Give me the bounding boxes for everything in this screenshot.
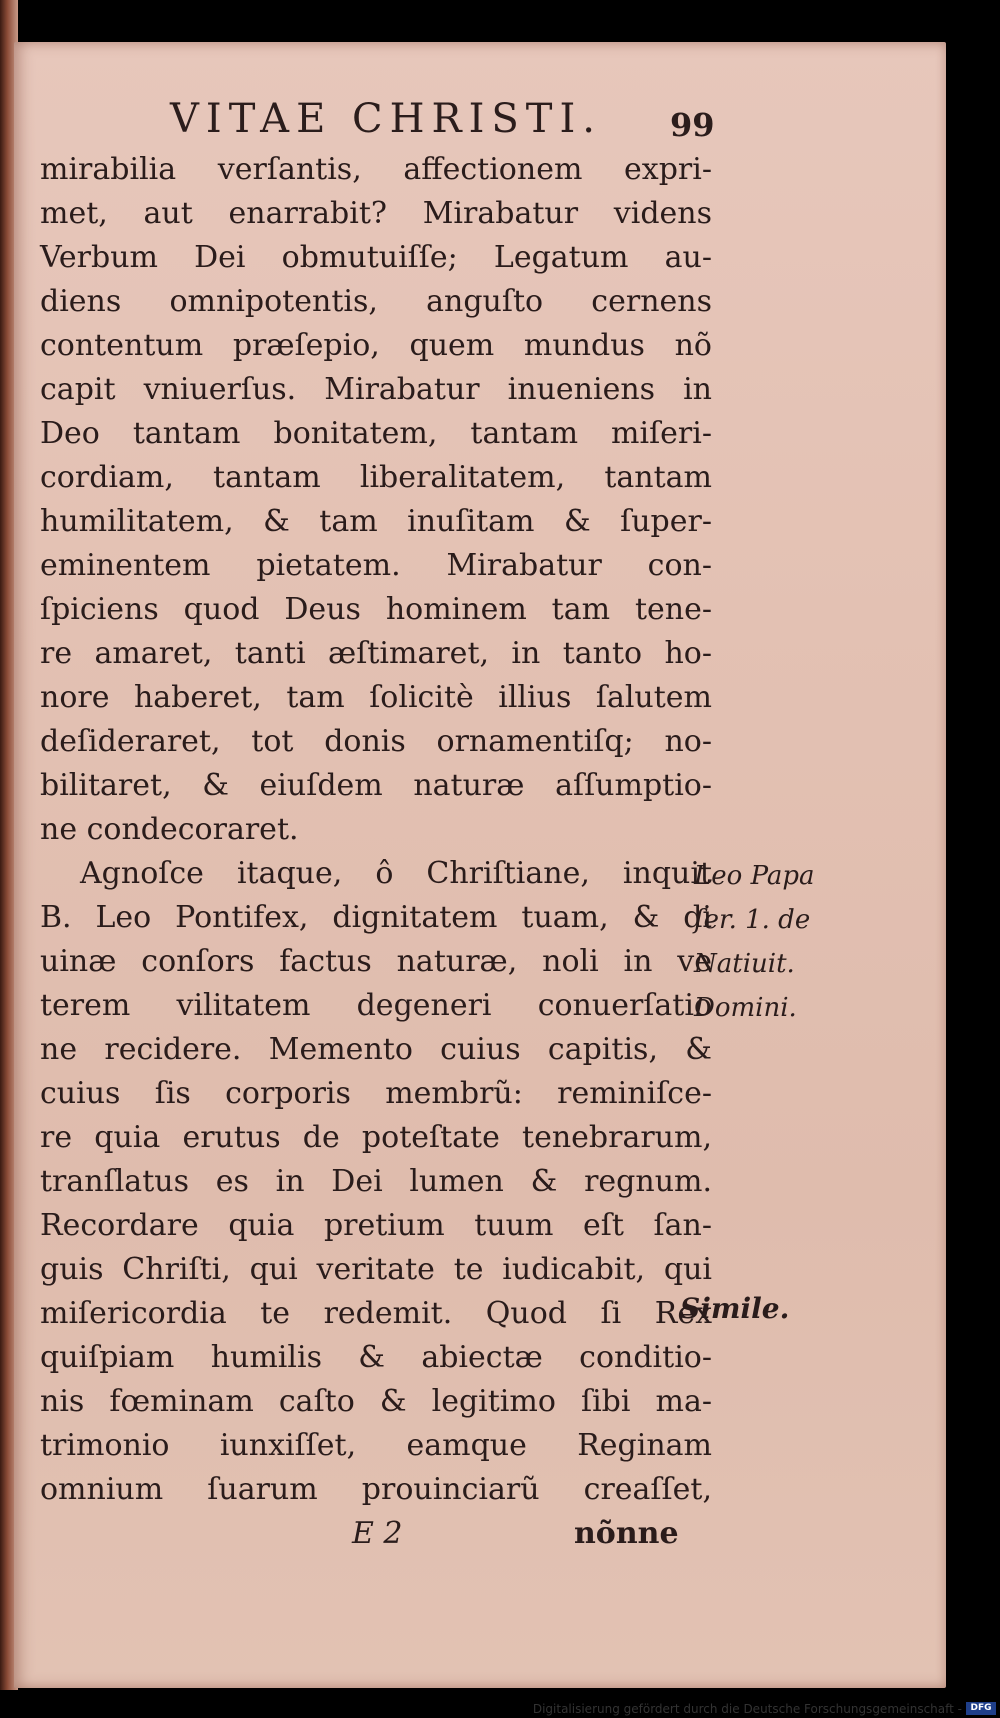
- text-line: mirabilia verſantis, affectionem expri-: [40, 152, 712, 187]
- text-line: quiſpiam humilis & abiectæ conditio-: [40, 1340, 712, 1375]
- margin-note-simile: Simile.: [680, 1292, 790, 1325]
- text-line: nore haberet, tam ſolicitè illius ſalutem: [40, 680, 712, 715]
- text-line: ne recidere. Memento cuius capitis, &: [40, 1032, 712, 1067]
- digitization-credit: Digitalisierung gefördert durch die Deutsche Forschungsgemeinschaft -: [532, 1702, 962, 1716]
- text-line: Deo tantam bonitatem, tantam miſeri-: [40, 416, 712, 451]
- margin-note: Natiuit.: [694, 949, 795, 979]
- text-line: humilitatem, & tam inuſitam & ſuper-: [40, 504, 712, 539]
- text-line: Agnoſce itaque, ô Chriſtiane, inquit: [80, 856, 712, 891]
- text-line: ſpiciens quod Deus hominem tam tene-: [40, 592, 712, 627]
- running-title: VITAE CHRISTI.: [170, 96, 602, 142]
- text-line: miſericordia te redemit. Quod ſi Rex: [40, 1296, 712, 1331]
- body-text: [40, 148, 712, 1512]
- dfg-logo: DFG: [966, 1702, 996, 1715]
- text-line: terem vilitatem degeneri conuerſatio: [40, 988, 712, 1023]
- text-line: eminentem pietatem. Mirabatur con-: [40, 548, 712, 583]
- catchword: nõnne: [574, 1516, 679, 1551]
- text-line: trimonio iunxiſſet, eamque Reginam: [40, 1428, 712, 1463]
- text-line: uinæ conſors factus naturæ, noli in ve: [40, 944, 712, 979]
- text-line: bilitaret, & eiuſdem naturæ aſſumptio-: [40, 768, 712, 803]
- text-line: cordiam, tantam liberalitatem, tantam: [40, 460, 712, 495]
- margin-note: Domini.: [694, 993, 797, 1023]
- text-line: Verbum Dei obmutuiſſe; Legatum au-: [40, 240, 712, 275]
- signature-mark: E 2: [352, 1516, 403, 1551]
- text-line: deſideraret, tot donis ornamentiſq; no-: [40, 724, 712, 759]
- text-line: met, aut enarrabit? Mirabatur videns: [40, 196, 712, 231]
- margin-note: ſer. 1. de: [694, 905, 811, 935]
- text-line: capit vniuerſus. Mirabatur inueniens in: [40, 372, 712, 407]
- text-line: omnium ſuarum prouinciarũ creaſſet,: [40, 1472, 712, 1507]
- text-line: B. Leo Pontifex, dignitatem tuam, & di: [40, 900, 712, 935]
- text-line: contentum præſepio, quem mundus nõ: [40, 328, 712, 363]
- text-line: nis fœminam caſto & legitimo ſibi ma-: [40, 1384, 712, 1419]
- text-line: diens omnipotentis, anguſto cernens: [40, 284, 712, 319]
- text-line: ne condecoraret.: [40, 812, 299, 847]
- page-number: 99: [670, 106, 715, 144]
- margin-note: Leo Papa: [694, 861, 815, 891]
- text-line: cuius ſis corporis membrũ: reminiſce-: [40, 1076, 712, 1111]
- text-line: re amaret, tanti æſtimaret, in tanto ho-: [40, 636, 712, 671]
- text-line: Recordare quia pretium tuum eſt ſan-: [40, 1208, 712, 1243]
- text-line: tranſlatus es in Dei lumen & regnum.: [40, 1164, 712, 1199]
- marginal-citation: [694, 854, 834, 1030]
- text-line: re quia erutus de poteſtate tenebrarum,: [40, 1120, 712, 1155]
- text-line: guis Chriſti, qui veritate te iudicabit, qui: [40, 1252, 712, 1287]
